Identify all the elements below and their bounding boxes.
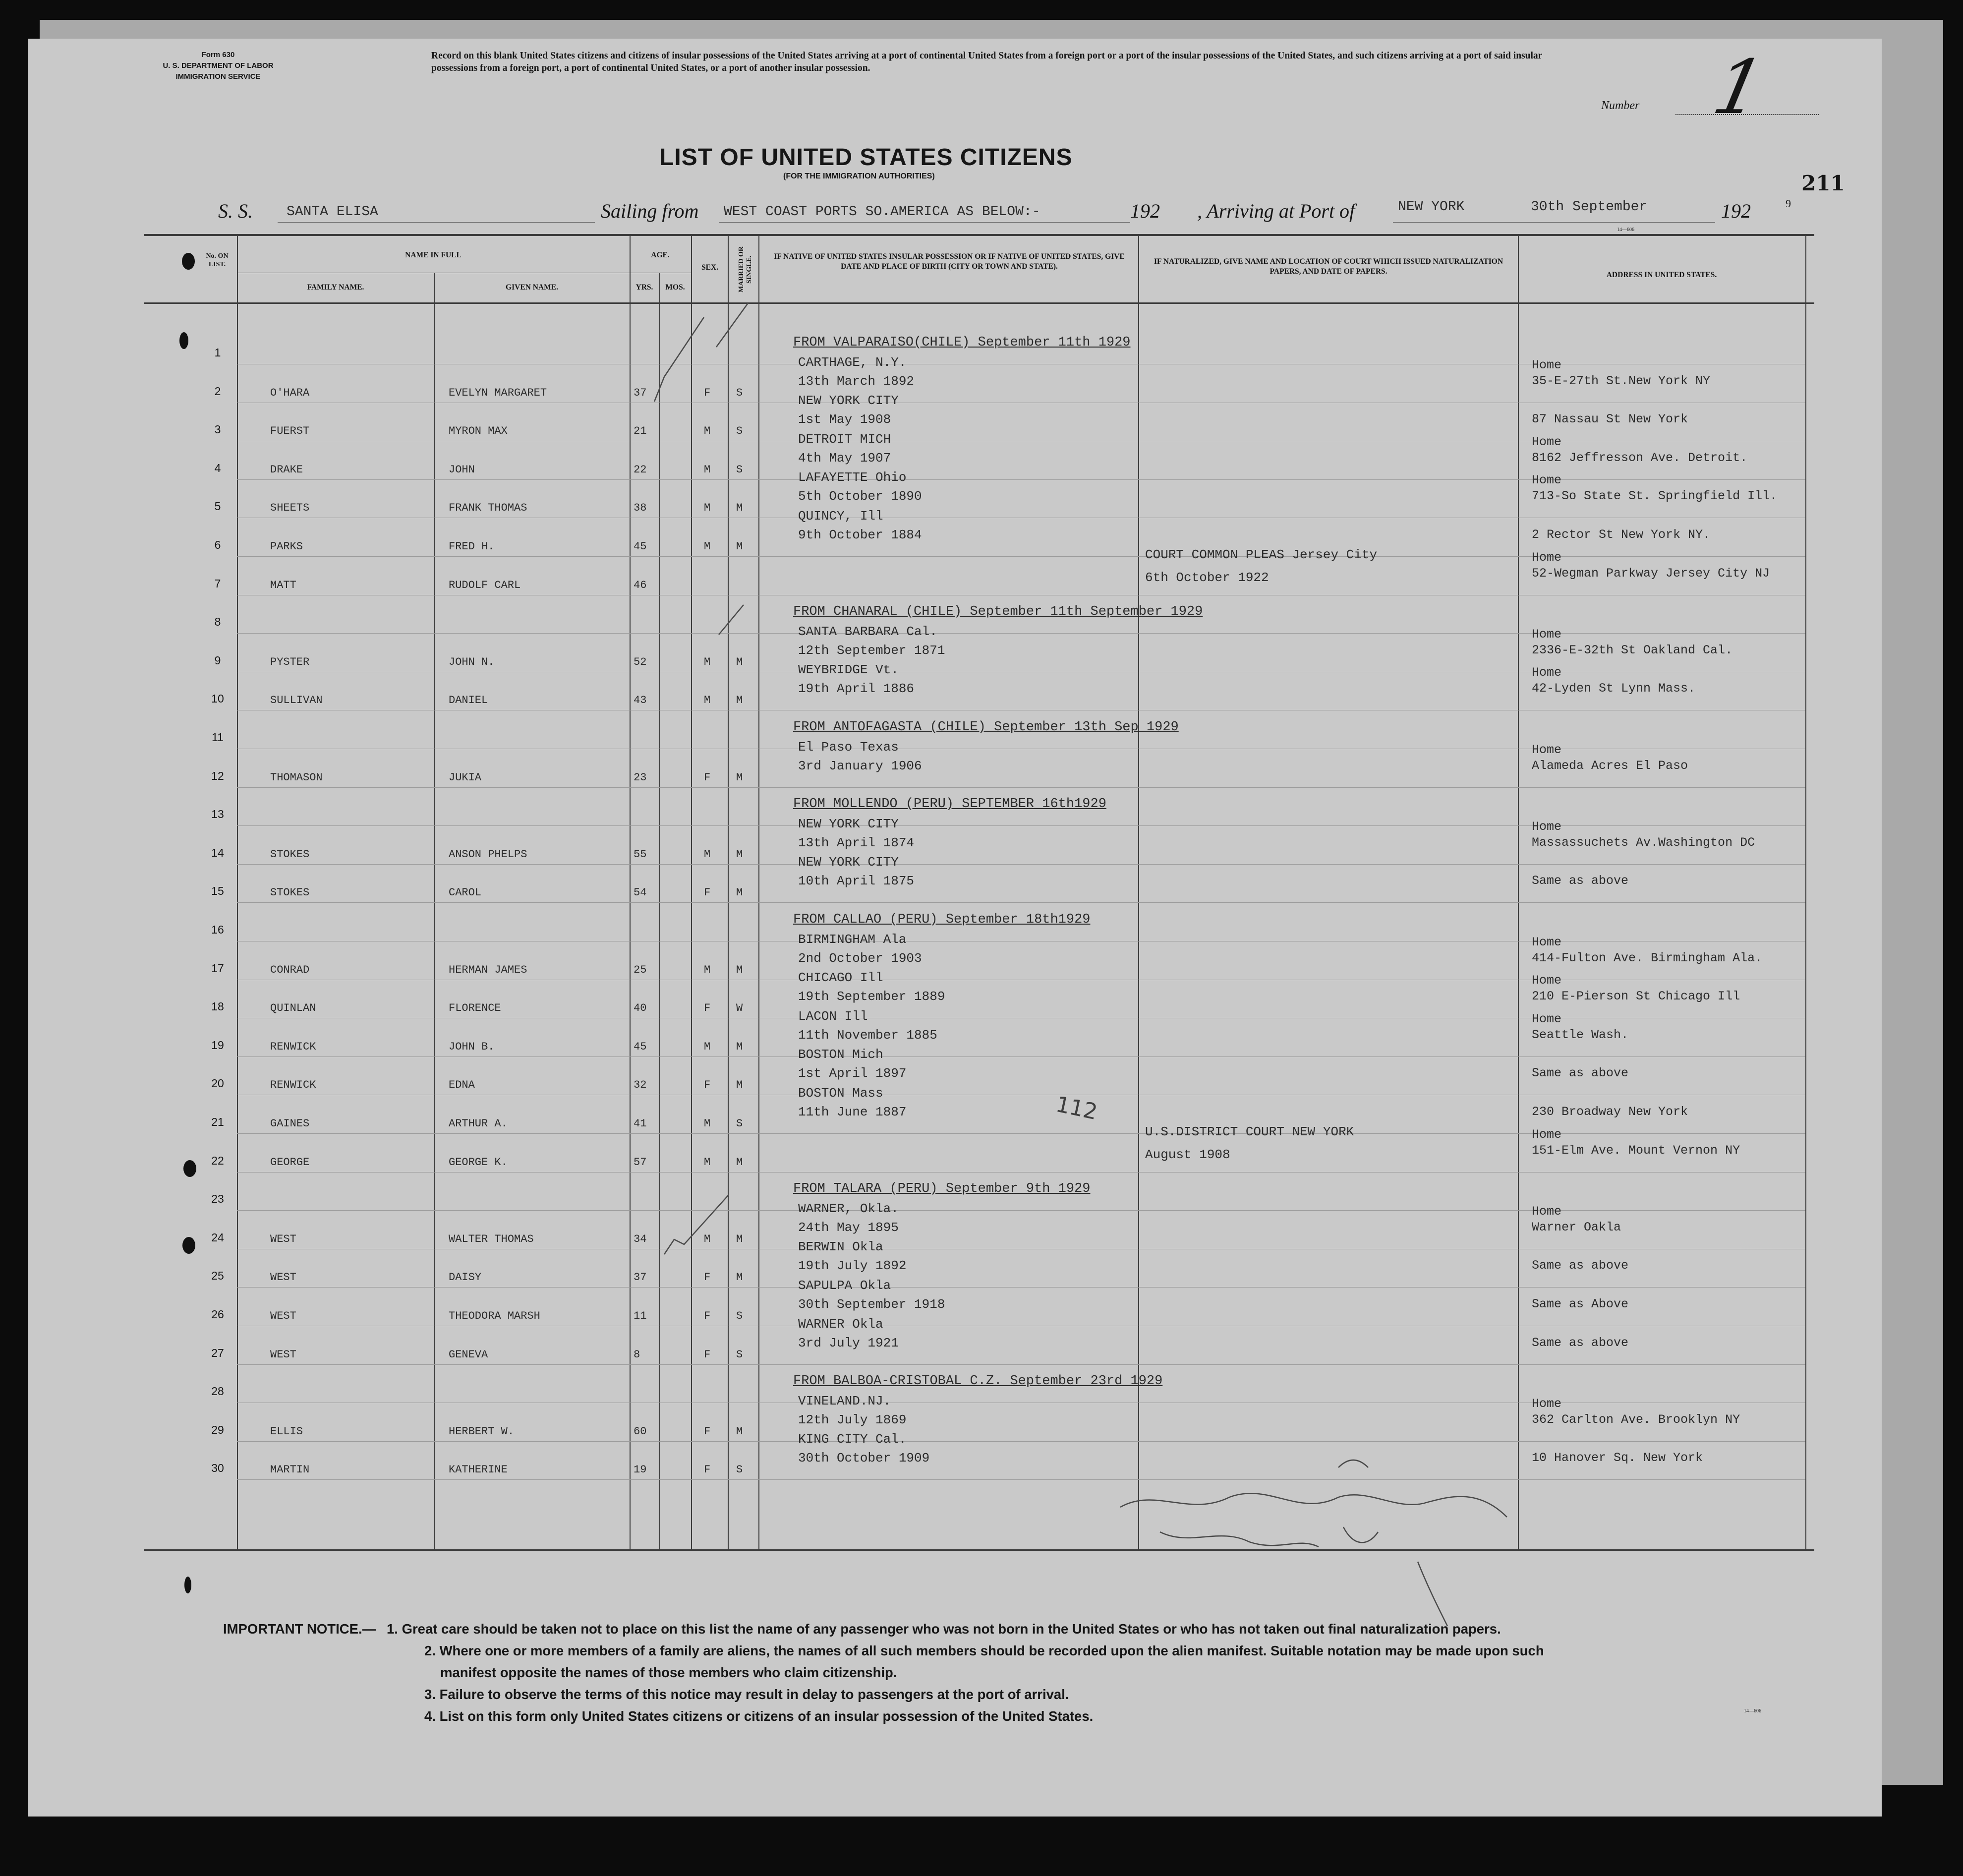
- row-number: 15: [211, 884, 224, 898]
- birth-place: BIRMINGHAM Ala: [798, 932, 907, 947]
- given-name: JOHN B.: [449, 1040, 495, 1053]
- notice-label: IMPORTANT NOTICE.—: [223, 1621, 376, 1637]
- marital-status: M: [736, 1040, 743, 1053]
- given-name: FLORENCE: [449, 1002, 501, 1015]
- notice-item-3: 3. Failure to observe the terms of this notice may result in delay to passengers at the port of arrival.: [424, 1687, 1069, 1702]
- birth-place: CARTHAGE, N.Y.: [798, 354, 907, 370]
- sex: F: [704, 1271, 711, 1284]
- marital-status: S: [736, 1464, 743, 1476]
- number-value: 1: [1706, 45, 1772, 131]
- row-number: 2: [214, 384, 221, 398]
- sex: M: [704, 502, 711, 515]
- family-name: RENWICK: [270, 1040, 316, 1053]
- address: 10 Hanover Sq. New York: [1532, 1451, 1703, 1466]
- birth-date: 3rd January 1906: [798, 758, 922, 773]
- family-name: WEST: [270, 1232, 296, 1245]
- sex: F: [704, 1079, 711, 1092]
- given-name: THEODORA MARSH: [449, 1310, 540, 1322]
- birth-date: 19th September 1889: [798, 989, 945, 1004]
- notice-item-4: 4. List on this form only United States citizens or citizens of an insular possession of the United States.: [424, 1708, 1094, 1724]
- port-section-heading: FROM BALBOA-CRISTOBAL C.Z. September 23rd 1929: [793, 1374, 1163, 1389]
- birth-date: 30th September 1918: [798, 1297, 945, 1312]
- port-section-heading: FROM ANTOFAGASTA (CHILE) September 13th Sep 1929: [793, 720, 1179, 735]
- address: Same as above: [1532, 1066, 1629, 1081]
- birth-date: 3rd July 1921: [798, 1335, 899, 1350]
- given-name: KATHERINE: [449, 1464, 508, 1476]
- department: U. S. DEPARTMENT OF LABOR: [163, 61, 274, 70]
- header-family-name: FAMILY NAME.: [307, 283, 364, 292]
- address-note: Home: [1532, 434, 1562, 449]
- age-years: 8: [634, 1348, 640, 1361]
- age-years: 46: [634, 579, 647, 591]
- port-section-heading: FROM VALPARAISO(CHILE) September 11th 1929: [793, 335, 1131, 350]
- birth-place: LACON Ill: [798, 1008, 868, 1024]
- naturalization-date: 6th October 1922: [1145, 570, 1269, 585]
- page-code: 211: [1801, 171, 1845, 195]
- address: Warner Oakla: [1532, 1220, 1621, 1234]
- birth-date: 12th July 1869: [798, 1412, 907, 1427]
- birth-place: NEW YORK CITY: [798, 855, 899, 870]
- family-name: RENWICK: [270, 1079, 316, 1092]
- age-years: 37: [634, 386, 647, 399]
- address-note: Home: [1532, 1127, 1562, 1142]
- header-married: MARRIED OR SINGLE.: [738, 246, 753, 293]
- address: 210 E-Pierson St Chicago Ill: [1532, 989, 1740, 1004]
- sex: M: [704, 848, 711, 861]
- marital-status: S: [736, 1117, 743, 1130]
- birth-place: LAFAYETTE Ohio: [798, 470, 907, 485]
- birth-date: 10th April 1875: [798, 874, 915, 889]
- sailing-year: 192: [1130, 200, 1160, 222]
- sex: F: [704, 771, 711, 784]
- form-instruction: Record on this blank United States citizens and citizens of insular possessions of the United States arriving at a port of continental United States from a foreign port or a port of the insular possessions of the United States, and such citizens arriving at a port of said insular possessions from a foreign port, a port of continental United States, or a port of another insular possession.: [431, 51, 1542, 73]
- address: Same as above: [1532, 1335, 1629, 1350]
- age-years: 23: [634, 771, 647, 784]
- row-number: 9: [214, 653, 221, 667]
- birth-date: 4th May 1907: [798, 450, 891, 466]
- marital-status: M: [736, 1425, 743, 1438]
- printer-code: 14—606: [1617, 227, 1634, 233]
- address: Same as above: [1532, 874, 1629, 888]
- page-title: LIST OF UNITED STATES CITIZENS: [659, 144, 1073, 171]
- birth-place: BERWIN Okla: [798, 1239, 883, 1255]
- header-no-on-list: No. ON LIST.: [206, 252, 229, 268]
- age-years: 34: [634, 1232, 647, 1245]
- address-note: Home: [1532, 550, 1562, 565]
- address-note: Home: [1532, 935, 1562, 949]
- marital-status: M: [736, 502, 743, 515]
- age-years: 55: [634, 848, 647, 861]
- family-name: WEST: [270, 1348, 296, 1361]
- family-name: QUINLAN: [270, 1002, 316, 1015]
- birth-place: QUINCY, Ill: [798, 509, 883, 524]
- age-years: 60: [634, 1425, 647, 1438]
- family-name: O'HARA: [270, 386, 310, 399]
- marital-status: S: [736, 1310, 743, 1322]
- birth-date: 30th October 1909: [798, 1451, 930, 1466]
- row-number: 22: [211, 1154, 224, 1167]
- family-name: THOMASON: [270, 771, 323, 784]
- arrival-year: 192: [1721, 200, 1751, 222]
- given-name: RUDOLF CARL: [449, 579, 521, 591]
- header-naturalized: IF NATURALIZED, GIVE NAME AND LOCATION OF COURT WHICH ISSUED NATURALIZATION PAPERS, AND DATE OF PAPERS.: [1154, 257, 1503, 276]
- ship-name: SANTA ELISA: [287, 204, 378, 220]
- address: Seattle Wash.: [1532, 1027, 1629, 1042]
- sailing-label: Sailing from: [601, 200, 699, 222]
- given-name: ARTHUR A.: [449, 1117, 508, 1130]
- family-name: WEST: [270, 1310, 296, 1322]
- row-number: 13: [211, 808, 224, 821]
- row-number: 5: [214, 500, 221, 513]
- naturalization-court: U.S.DISTRICT COURT NEW YORK: [1145, 1124, 1354, 1139]
- marital-status: M: [736, 655, 743, 668]
- address: Alameda Acres El Paso: [1532, 758, 1688, 773]
- notice-item-2: 2. Where one or more members of a family are aliens, the names of all such members should be recorded upon the alien manifest. Suitable notation may be made upon such: [424, 1643, 1544, 1658]
- row-number: 24: [211, 1231, 224, 1244]
- marital-status: M: [736, 771, 743, 784]
- birth-date: 1st May 1908: [798, 412, 891, 427]
- age-years: 38: [634, 502, 647, 515]
- ss-label: S. S.: [218, 200, 253, 222]
- sex: M: [704, 1117, 711, 1130]
- address: 2 Rector St New York NY.: [1532, 528, 1711, 542]
- given-name: JUKIA: [449, 771, 482, 784]
- birth-place: WARNER Okla: [798, 1316, 883, 1332]
- given-name: ANSON PHELPS: [449, 848, 527, 861]
- family-name: STOKES: [270, 886, 310, 899]
- port-section-heading: FROM CALLAO (PERU) September 18th1929: [793, 912, 1091, 927]
- sex: F: [704, 1464, 711, 1476]
- address: 87 Nassau St New York: [1532, 412, 1688, 427]
- birth-date: 9th October 1884: [798, 528, 922, 542]
- age-years: 11: [634, 1310, 647, 1322]
- row-number: 8: [214, 615, 221, 629]
- row-number: 10: [211, 692, 224, 705]
- address: 230 Broadway New York: [1532, 1105, 1688, 1119]
- row-number: 26: [211, 1308, 224, 1321]
- birth-place: BOSTON Mass: [798, 1086, 883, 1101]
- birth-date: 24th May 1895: [798, 1220, 899, 1235]
- given-name: HERBERT W.: [449, 1425, 515, 1438]
- address: 8162 Jeffresson Ave. Detroit.: [1532, 450, 1748, 465]
- marital-status: S: [736, 1348, 743, 1361]
- marital-status: S: [736, 425, 743, 438]
- birth-date: 12th September 1871: [798, 643, 945, 658]
- birth-place: CHICAGO Ill: [798, 970, 883, 986]
- header-age: AGE.: [651, 251, 670, 259]
- address: 362 Carlton Ave. Brooklyn NY: [1532, 1412, 1740, 1427]
- age-years: 54: [634, 886, 647, 899]
- sex: F: [704, 886, 711, 899]
- sex: M: [704, 655, 711, 668]
- header-sex: SEX.: [701, 263, 719, 272]
- service: IMMIGRATION SERVICE: [175, 72, 261, 81]
- address-note: Home: [1532, 742, 1562, 757]
- given-name: HERMAN JAMES: [449, 963, 527, 976]
- header-birth: IF NATIVE OF UNITED STATES INSULAR POSSESSION OR IF NATIVE OF UNITED STATES, GIVE DATE AND PLACE OF BIRTH (CITY OR TOWN AND STATE).: [774, 252, 1125, 271]
- birth-date: 19th July 1892: [798, 1258, 907, 1274]
- sailing-from: WEST COAST PORTS SO.AMERICA AS BELOW:-: [724, 204, 1040, 220]
- notice-item-2-cont: manifest opposite the names of those members who claim citizenship.: [440, 1665, 897, 1680]
- given-name: DAISY: [449, 1271, 482, 1284]
- row-number: 30: [211, 1462, 224, 1475]
- age-years: 32: [634, 1079, 647, 1092]
- address: 42-Lyden St Lynn Mass.: [1532, 681, 1696, 696]
- address-note: Home: [1532, 357, 1562, 372]
- address: 713-So State St. Springfield Ill.: [1532, 489, 1778, 504]
- address: 52-Wegman Parkway Jersey City NJ: [1532, 566, 1770, 581]
- family-name: PARKS: [270, 540, 303, 553]
- age-years: 41: [634, 1117, 647, 1130]
- port-section-heading: FROM CHANARAL (CHILE) September 11th September 1929: [793, 604, 1203, 620]
- marital-status: W: [736, 1002, 743, 1015]
- arrival-year-digit: 9: [1786, 197, 1791, 210]
- age-years: 25: [634, 963, 647, 976]
- family-name: GAINES: [270, 1117, 310, 1130]
- marital-status: S: [736, 463, 743, 476]
- family-name: GEORGE: [270, 1156, 310, 1169]
- address: 414-Fulton Ave. Birmingham Ala.: [1532, 950, 1763, 965]
- birth-place: BOSTON Mich: [798, 1047, 883, 1062]
- birth-date: 19th April 1886: [798, 681, 915, 697]
- marital-status: M: [736, 694, 743, 707]
- marital-status: M: [736, 1156, 743, 1169]
- port-section-heading: FROM TALARA (PERU) September 9th 1929: [793, 1181, 1091, 1197]
- row-number: 14: [211, 846, 224, 859]
- sex: M: [704, 963, 711, 976]
- row-number: 6: [214, 538, 221, 551]
- given-name: DANIEL: [449, 694, 488, 707]
- family-name: CONRAD: [270, 963, 310, 976]
- birth-place: DETROIT MICH: [798, 431, 891, 447]
- family-name: STOKES: [270, 848, 310, 861]
- address: 2336-E-32th St Oakland Cal.: [1532, 643, 1733, 657]
- row-number: 16: [211, 923, 224, 936]
- row-number: 27: [211, 1346, 224, 1359]
- birth-place: WARNER, Okla.: [798, 1201, 899, 1216]
- row-number: 7: [214, 577, 221, 590]
- header-name-in-full: NAME IN FULL: [405, 251, 462, 259]
- birth-place: El Paso Texas: [798, 739, 899, 755]
- age-years: 43: [634, 694, 647, 707]
- sex: M: [704, 463, 711, 476]
- row-number: 3: [214, 423, 221, 436]
- arrival-port: NEW YORK: [1398, 199, 1465, 215]
- row-number: 18: [211, 1000, 224, 1013]
- address: Same as above: [1532, 1258, 1629, 1273]
- family-name: SULLIVAN: [270, 694, 323, 707]
- row-number: 28: [211, 1385, 224, 1398]
- age-years: 45: [634, 1040, 647, 1053]
- age-years: 21: [634, 425, 647, 438]
- arrival-date: 30th September: [1531, 199, 1648, 215]
- birth-place: KING CITY Cal.: [798, 1432, 907, 1447]
- address-note: Home: [1532, 1396, 1562, 1411]
- given-name: GENEVA: [449, 1348, 488, 1361]
- given-name: MYRON MAX: [449, 425, 508, 438]
- family-name: MATT: [270, 579, 296, 591]
- checkmark-tick: [654, 302, 749, 635]
- marital-status: M: [736, 886, 743, 899]
- sex: M: [704, 1156, 711, 1169]
- printer-code-bottom: 14—606: [1744, 1708, 1761, 1714]
- notice-item-1: 1. Great care should be taken not to place on this list the name of any passenger who was not born in the United States or who has not taken out final naturalization papers.: [387, 1621, 1501, 1637]
- row-number: 19: [211, 1038, 224, 1052]
- family-name: PYSTER: [270, 655, 310, 668]
- birth-place: SAPULPA Okla: [798, 1278, 891, 1293]
- birth-date: 1st April 1897: [798, 1066, 907, 1081]
- birth-date: 5th October 1890: [798, 489, 922, 504]
- given-name: EDNA: [449, 1079, 475, 1092]
- birth-place: NEW YORK CITY: [798, 816, 899, 831]
- birth-date: 2nd October 1903: [798, 950, 922, 966]
- header-yrs: YRS.: [635, 283, 653, 292]
- row-number: 25: [211, 1269, 224, 1283]
- address-note: Home: [1532, 1204, 1562, 1219]
- family-name: ELLIS: [270, 1425, 303, 1438]
- marital-status: S: [736, 386, 743, 399]
- address-note: Home: [1532, 973, 1562, 988]
- header-mos: MOS.: [665, 283, 685, 292]
- address: Same as Above: [1532, 1297, 1629, 1311]
- sex: M: [704, 1232, 711, 1245]
- address: Massassuchets Av.Washington DC: [1532, 835, 1755, 850]
- row-number: 23: [211, 1192, 224, 1206]
- row-number: 29: [211, 1423, 224, 1436]
- address-note: Home: [1532, 473, 1562, 488]
- marital-status: M: [736, 848, 743, 861]
- sex: F: [704, 1425, 711, 1438]
- given-name: EVELYN MARGARET: [449, 386, 547, 399]
- arriving-label: , Arriving at Port of: [1197, 200, 1355, 222]
- row-number: 1: [214, 346, 221, 359]
- given-name: WALTER THOMAS: [449, 1232, 534, 1245]
- age-years: 45: [634, 540, 647, 553]
- sex: F: [704, 386, 711, 399]
- address-note: Home: [1532, 627, 1562, 642]
- naturalization-date: August 1908: [1145, 1147, 1230, 1162]
- header-address: ADDRESS IN UNITED STATES.: [1606, 271, 1717, 279]
- family-name: FUERST: [270, 425, 310, 438]
- page-subtitle: (FOR THE IMMIGRATION AUTHORITIES): [783, 172, 935, 180]
- row-number: 4: [214, 461, 221, 474]
- marital-status: M: [736, 1079, 743, 1092]
- age-years: 37: [634, 1271, 647, 1284]
- header-given-name: GIVEN NAME.: [506, 283, 558, 292]
- given-name: JOHN: [449, 463, 475, 476]
- checkmark-tick: [664, 1195, 729, 1254]
- row-number: 12: [211, 769, 224, 782]
- age-years: 19: [634, 1464, 647, 1476]
- row-number: 20: [211, 1077, 224, 1090]
- sex: M: [704, 1040, 711, 1053]
- birth-place: NEW YORK CITY: [798, 393, 899, 409]
- sex: F: [704, 1348, 711, 1361]
- address: 35-E-27th St.New York NY: [1532, 373, 1711, 388]
- age-years: 22: [634, 463, 647, 476]
- birth-date: 13th April 1874: [798, 835, 915, 850]
- sex: M: [704, 425, 711, 438]
- port-section-heading: FROM MOLLENDO (PERU) SEPTEMBER 16th1929: [793, 797, 1106, 812]
- address-note: Home: [1532, 819, 1562, 834]
- row-number: 17: [211, 961, 224, 975]
- given-name: FRANK THOMAS: [449, 502, 527, 515]
- given-name: FRED H.: [449, 540, 495, 553]
- family-name: WEST: [270, 1271, 296, 1284]
- birth-date: 11th November 1885: [798, 1027, 937, 1043]
- given-name: CAROL: [449, 886, 482, 899]
- family-name: DRAKE: [270, 463, 303, 476]
- sex: F: [704, 1310, 711, 1322]
- sex: F: [704, 1002, 711, 1015]
- form-number: Form 630: [201, 51, 235, 59]
- marital-status: M: [736, 1232, 743, 1245]
- birth-date: 13th March 1892: [798, 373, 915, 389]
- birth-place: WEYBRIDGE Vt.: [798, 662, 899, 678]
- address-note: Home: [1532, 665, 1562, 680]
- family-name: MARTIN: [270, 1464, 310, 1476]
- signature-stroke: [1120, 1460, 1507, 1626]
- age-years: 57: [634, 1156, 647, 1169]
- marital-status: M: [736, 1271, 743, 1284]
- birth-date: 11th June 1887: [798, 1105, 907, 1119]
- number-label: Number: [1601, 99, 1640, 112]
- row-number: 21: [211, 1115, 224, 1128]
- birth-place: SANTA BARBARA Cal.: [798, 624, 937, 639]
- sex: M: [704, 540, 711, 553]
- naturalization-court: COURT COMMON PLEAS Jersey City: [1145, 547, 1378, 562]
- address: 151-Elm Ave. Mount Vernon NY: [1532, 1143, 1740, 1158]
- given-name: JOHN N.: [449, 655, 495, 668]
- age-years: 52: [634, 655, 647, 668]
- address-note: Home: [1532, 1011, 1562, 1026]
- marital-status: M: [736, 963, 743, 976]
- birth-place: VINELAND.NJ.: [798, 1393, 891, 1408]
- stamp-number: 112: [1053, 1091, 1100, 1125]
- age-years: 40: [634, 1002, 647, 1015]
- row-number: 11: [212, 731, 224, 744]
- given-name: GEORGE K.: [449, 1156, 508, 1169]
- family-name: SHEETS: [270, 502, 310, 515]
- marital-status: M: [736, 540, 743, 553]
- sex: M: [704, 694, 711, 707]
